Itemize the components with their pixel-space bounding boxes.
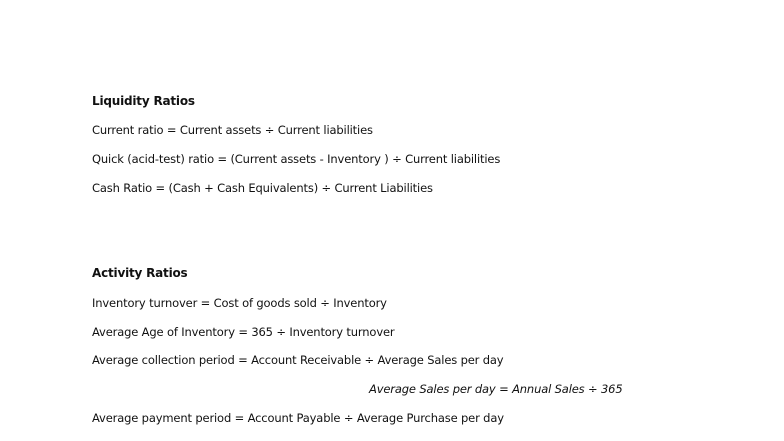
average-sales-per-day-note: Average Sales per day = Annual Sales ÷ 365 <box>369 382 623 396</box>
cash-ratio-formula: Cash Ratio = (Cash + Cash Equivalents) ÷ Current Liabilities <box>92 181 433 195</box>
liquidity-ratios-heading: Liquidity Ratios <box>92 94 195 108</box>
quick-ratio-formula: Quick (acid-test) ratio = (Current assets - Inventory ) ÷ Current liabilities <box>92 152 501 166</box>
average-collection-period-formula: Average collection period = Account Receivable ÷ Average Sales per day <box>92 353 504 367</box>
average-age-inventory-formula: Average Age of Inventory = 365 ÷ Inventory turnover <box>92 325 395 339</box>
inventory-turnover-formula: Inventory turnover = Cost of goods sold ÷ Inventory <box>92 296 387 310</box>
average-payment-period-formula: Average payment period = Account Payable ÷ Average Purchase per day <box>92 411 504 425</box>
current-ratio-formula: Current ratio = Current assets ÷ Current liabilities <box>92 123 373 137</box>
activity-ratios-heading: Activity Ratios <box>92 266 188 280</box>
